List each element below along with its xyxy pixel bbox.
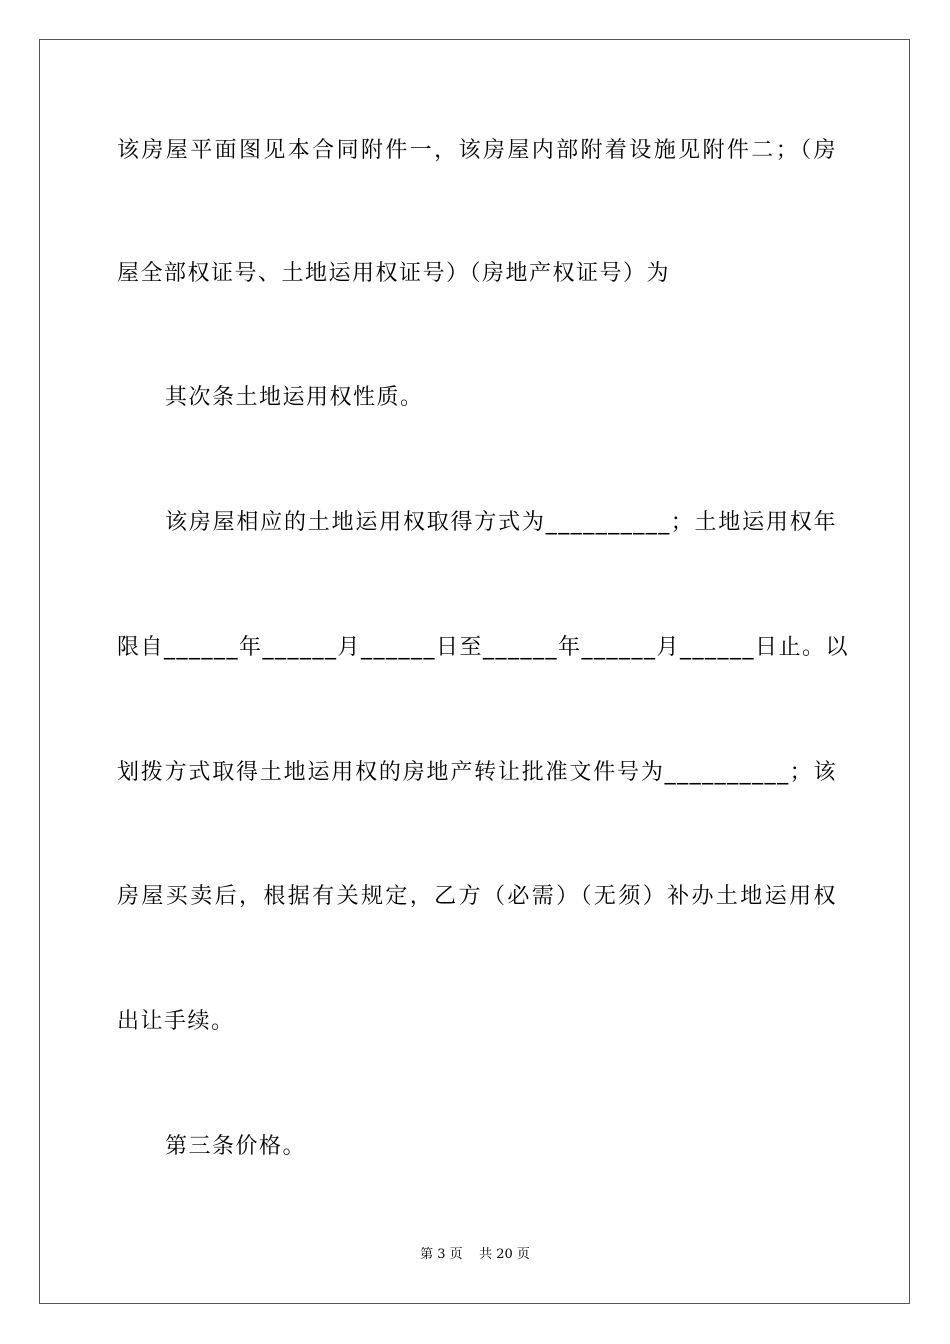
body-line-8: 出让手续。: [117, 1009, 235, 1034]
clause-heading-land-use: 其次条土地运用权性质。: [165, 385, 424, 410]
body-line-2: 屋全部权证号、土地运用权证号）（房地产权证号）为: [117, 261, 671, 286]
body-line-4: 该房屋相应的土地运用权取得方式为__________；土地运用权年: [165, 510, 837, 535]
body-line-7: 房屋买卖后，根据有关规定，乙方（必需）（无须）补办土地运用权: [117, 884, 837, 909]
page-border: [39, 39, 910, 1304]
page-number-footer: 第 3 页 共 20 页: [420, 1247, 530, 1262]
body-line-5: 限自______年______月______日至______年______月______日止。以: [117, 635, 850, 660]
clause-heading-price: 第三条价格。: [165, 1134, 307, 1159]
body-line-1: 该房屋平面图见本合同附件一，该房屋内部附着设施见附件二；（房: [117, 138, 837, 163]
body-line-6: 划拨方式取得土地运用权的房地产转让批准文件号为__________；该: [117, 760, 837, 785]
